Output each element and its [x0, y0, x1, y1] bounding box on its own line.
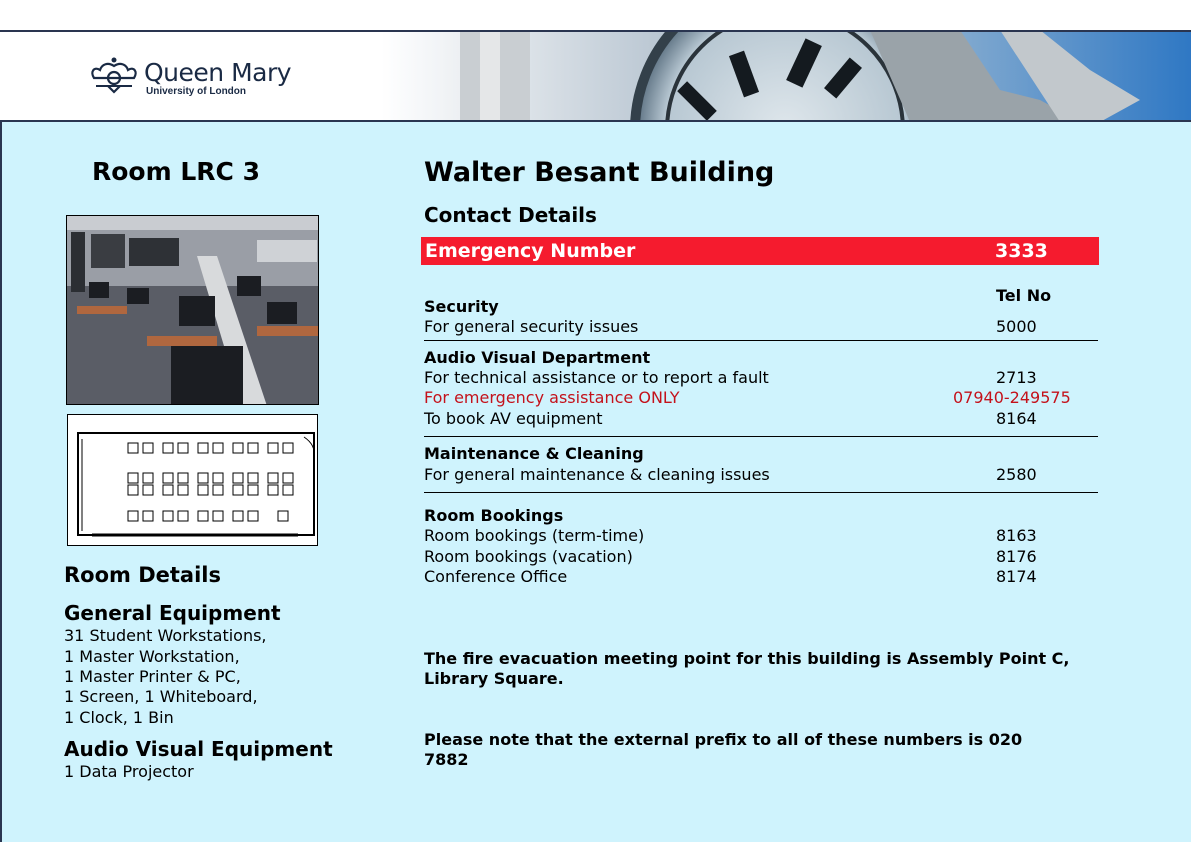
general-equipment-title: General Equipment	[64, 601, 281, 625]
room-bookings-heading: Room Bookings	[424, 506, 564, 525]
external-prefix-note: Please note that the external prefix to all of these numbers is 020 7882	[424, 730, 1023, 769]
contact-line-text: To book AV equipment	[424, 409, 603, 428]
section-divider	[424, 492, 1098, 493]
contact-line-number: 2713	[996, 368, 1037, 387]
av-equipment-title: Audio Visual Equipment	[64, 737, 333, 761]
section-divider	[424, 436, 1098, 437]
contact-line-number: 8176	[996, 547, 1037, 566]
equipment-line: 31 Student Workstations,	[64, 626, 267, 645]
computer-lab-photo	[66, 215, 319, 405]
logo-subtitle: University of London	[146, 86, 246, 97]
security-heading: Security	[424, 297, 499, 316]
equipment-line: 1 Screen, 1 Whiteboard,	[64, 687, 258, 706]
header-banner	[0, 30, 1191, 122]
tel-no-header: Tel No	[996, 286, 1052, 305]
contact-line-number: 5000	[996, 317, 1037, 336]
section-divider	[424, 340, 1098, 341]
building-title: Walter Besant Building	[424, 157, 775, 188]
contact-line-number: 8164	[996, 409, 1037, 428]
contact-line-text: Room bookings (term-time)	[424, 526, 645, 545]
contact-line-text-emergency: For emergency assistance ONLY	[424, 388, 680, 407]
contact-line-text: For technical assistance or to report a fault	[424, 368, 769, 387]
contact-line-text: For general maintenance & cleaning issues	[424, 465, 770, 484]
crown-crest-icon	[88, 56, 140, 96]
fire-evacuation-note: The fire evacuation meeting point for this building is Assembly Point C, Library Square.	[424, 649, 1070, 688]
logo-name: Queen Mary	[144, 58, 292, 87]
av-department-heading: Audio Visual Department	[424, 348, 651, 367]
contact-line-number: 2580	[996, 465, 1037, 484]
contact-line-text: Conference Office	[424, 567, 568, 586]
equipment-line: 1 Master Workstation,	[64, 647, 240, 666]
maintenance-heading: Maintenance & Cleaning	[424, 444, 644, 463]
emergency-number: 3333	[995, 240, 1048, 262]
equipment-line: 1 Clock, 1 Bin	[64, 708, 174, 727]
university-logo	[88, 52, 292, 104]
contact-line-text: Room bookings (vacation)	[424, 547, 633, 566]
contact-details-title: Contact Details	[424, 203, 597, 227]
room-details-title: Room Details	[64, 563, 221, 587]
contact-line-number-emergency: 07940-249575	[953, 388, 1071, 407]
contact-line-number: 8174	[996, 567, 1037, 586]
contact-line-number: 8163	[996, 526, 1037, 545]
equipment-line: 1 Master Printer & PC,	[64, 667, 241, 686]
room-title: Room LRC 3	[92, 157, 260, 186]
equipment-line: 1 Data Projector	[64, 762, 194, 781]
floor-plan-diagram	[67, 414, 318, 546]
emergency-number-bar	[421, 237, 1099, 265]
clock-tower-image	[440, 30, 1191, 122]
emergency-label: Emergency Number	[425, 240, 636, 262]
contact-line-text: For general security issues	[424, 317, 639, 336]
